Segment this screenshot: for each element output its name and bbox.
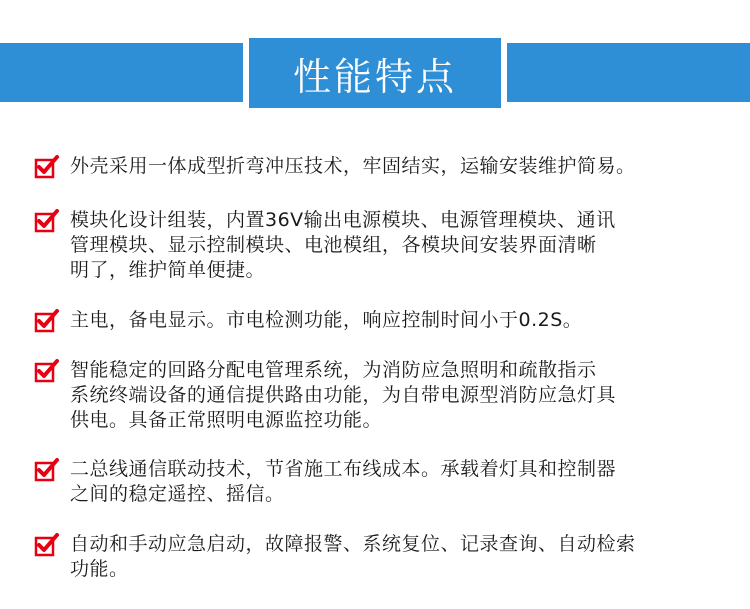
feature-item-4 bbox=[34, 358, 724, 433]
feature-text-4: 智能稳定的回路分配电管理系统，为消防应急照明和疏散指示 系统终端设备的通信提供路由功能，为自带电源型消防应急灯具 供电。具备正常照明电源监控功能。 bbox=[70, 359, 617, 431]
feature-text-6: 自动和手动应急启动，故障报警、系统复位、记录查询、自动检索 功能。 bbox=[70, 533, 636, 580]
page-title: 性能特点 bbox=[249, 38, 501, 108]
feature-text-3: 主电，备电显示。市电检测功能，响应控制时间小于0.2S。 bbox=[70, 309, 583, 331]
feature-text-5: 二总线通信联动技术，节省施工布线成本。承载着灯具和控制器 之间的稳定遥控、摇信。 bbox=[70, 458, 617, 505]
checkbox-check-icon bbox=[34, 208, 60, 234]
feature-item-1 bbox=[34, 154, 724, 180]
feature-item-5 bbox=[34, 457, 724, 507]
checkbox-check-icon bbox=[34, 457, 60, 483]
feature-text-2: 模块化设计组装，内置36V输出电源模块、电源管理模块、通讯 管理模块、显示控制模块、电池模组，各模块间安装界面清晰 明了，维护简单便捷。 bbox=[70, 209, 616, 281]
feature-text-1: 外壳采用一体成型折弯冲压技术，牢固结实，运输安装维护简易。 bbox=[70, 155, 636, 177]
checkbox-check-icon bbox=[34, 358, 60, 384]
feature-item-3 bbox=[34, 308, 724, 334]
checkbox-check-icon bbox=[34, 532, 60, 558]
feature-item-6 bbox=[34, 532, 724, 582]
checkbox-check-icon bbox=[34, 154, 60, 180]
feature-item-2 bbox=[34, 208, 724, 283]
checkbox-check-icon bbox=[34, 308, 60, 334]
